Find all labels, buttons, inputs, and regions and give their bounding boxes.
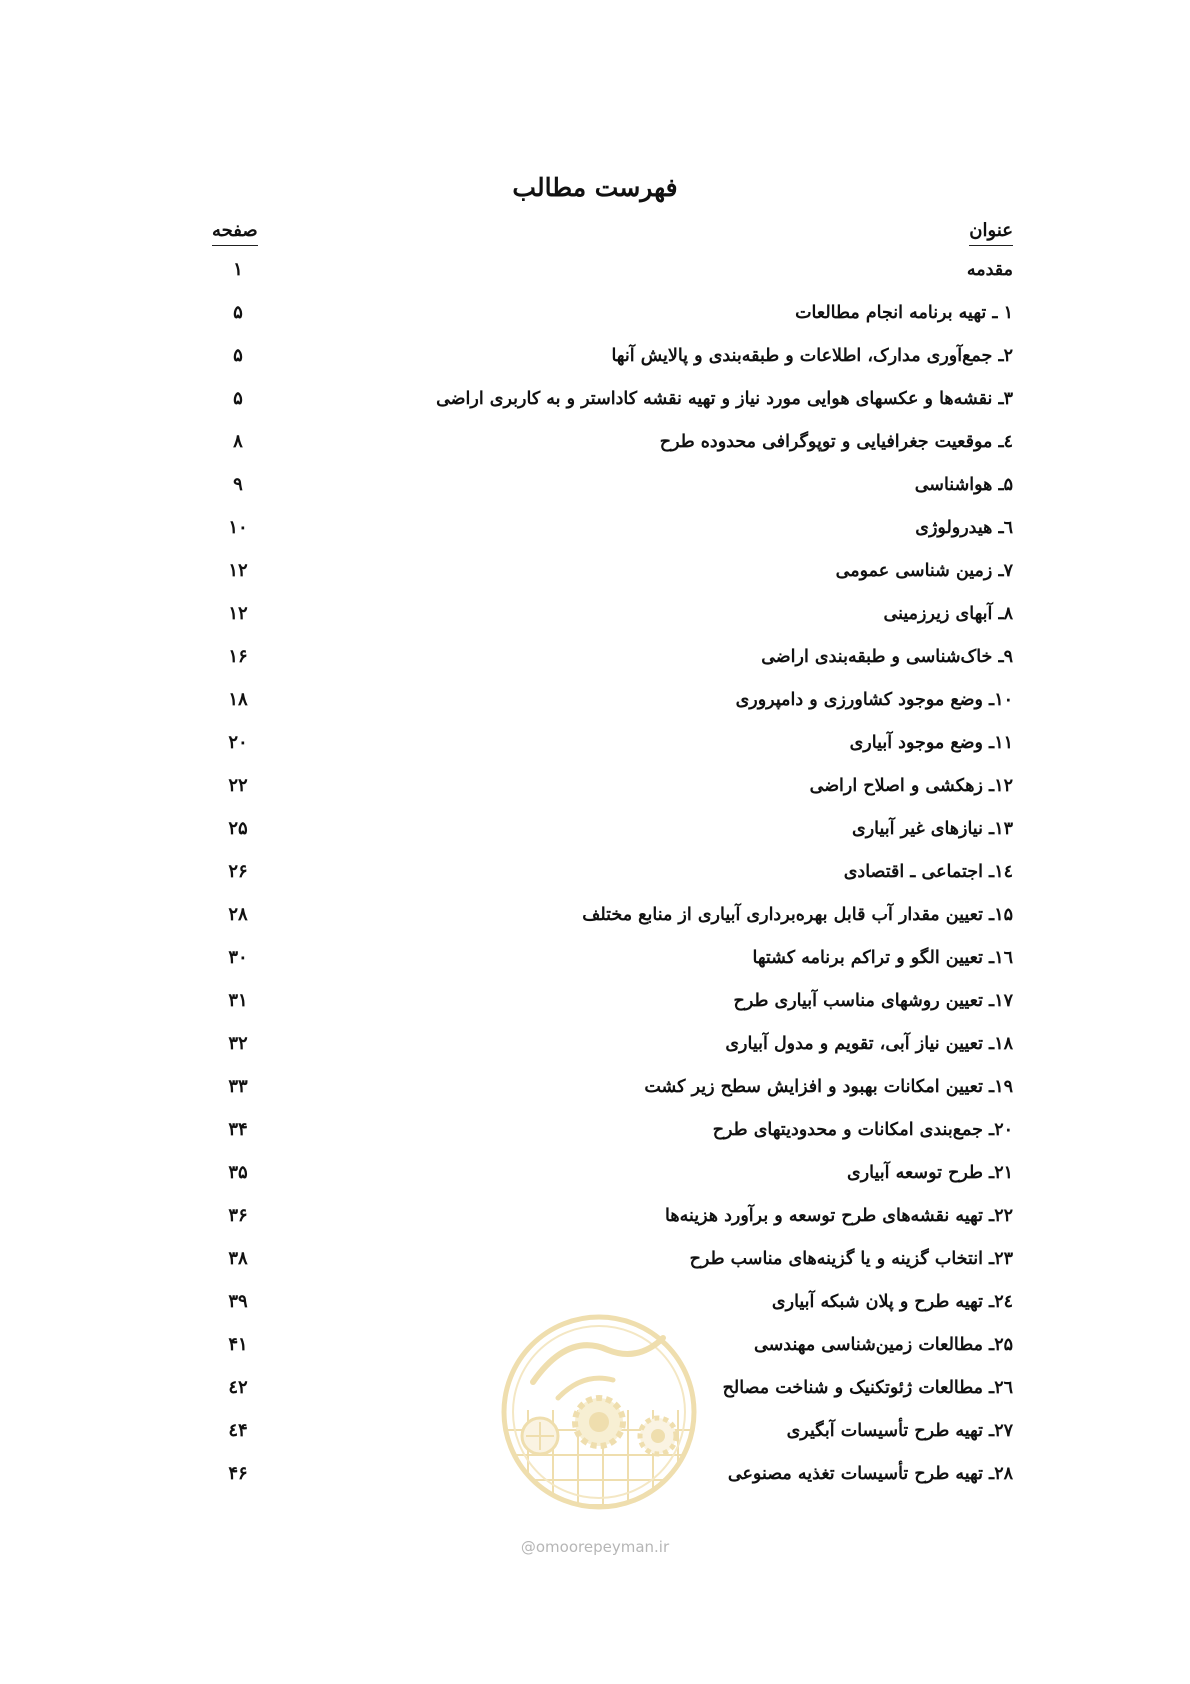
toc-row [0, 1244, 1190, 1287]
toc-entry-title: ۳ـ نقشه‌ها و عکسهای هوایی مورد نیاز و تهیه نقشه کاداستر و به کاربری اراضی [436, 389, 1013, 409]
toc-entry-title: ۱۱ـ وضع موجود آبیاری [849, 733, 1013, 753]
toc-row [0, 599, 1190, 642]
toc-entry-page: ۲۵ [228, 818, 248, 839]
toc-entry-page: ۳۴ [228, 1119, 248, 1140]
toc-entry-title: ٤ـ موقعیت جغرافیایی و توپوگرافی محدوده طرح [659, 432, 1013, 452]
toc-entry-page: ۵ [233, 388, 243, 409]
toc-entry-title: ۲٤ـ تهیه طرح و پلان شبکه آبیاری [771, 1292, 1013, 1312]
toc-entry-title: ۱۳ـ نیازهای غیر آبیاری [852, 819, 1013, 839]
toc-entry-page: ٤۲ [228, 1377, 248, 1398]
toc-entry-page: ۳۳ [228, 1076, 248, 1097]
toc-entry-page: ۱ [233, 259, 243, 280]
toc-entry-title: ۹ـ خاک‌شناسی و طبقه‌بندی اراضی [761, 647, 1013, 667]
toc-entry-title: ۵ـ هواشناسی [914, 475, 1013, 495]
omoorepeyman-logo-icon [488, 1310, 710, 1515]
toc-entry-page: ۱۲ [228, 603, 248, 624]
toc-row [0, 857, 1190, 900]
toc-row [0, 1072, 1190, 1115]
toc-entry-title: ۲٦ـ مطالعات ژئوتکنیک و شناخت مصالح [722, 1378, 1013, 1398]
toc-entry-page: ۵ [233, 302, 243, 323]
toc-entry-page: ۲۸ [228, 904, 248, 925]
toc-entry-page: ۹ [233, 474, 243, 495]
toc-row [0, 685, 1190, 728]
toc-row [0, 728, 1190, 771]
toc-entry-page: ۱۶ [228, 646, 248, 667]
toc-entry-title: ۱٤ـ اجتماعی ـ اقتصادی [843, 862, 1013, 882]
toc-entry-title: ۱۰ـ وضع موجود کشاورزی و دامپروری [735, 690, 1013, 710]
toc-entry-page: ۳۲ [228, 1033, 248, 1054]
toc-entry-title: ۱٦ـ تعیین الگو و تراکم برنامه کشتها [752, 948, 1013, 968]
toc-entry-title: ۱ ـ تهیه برنامه انجام مطالعات [795, 303, 1013, 323]
toc-entry-title: ۱۹ـ تعیین امکانات بهبود و افزایش سطح زیر کشت [644, 1077, 1013, 1097]
toc-entry-page: ۱۲ [228, 560, 248, 581]
toc-entry-title: ۱۸ـ تعیین نیاز آبی، تقویم و مدول آبیاری [725, 1034, 1013, 1054]
toc-entry-title: ۲۱ـ طرح توسعه آبیاری [847, 1163, 1013, 1183]
toc-row [0, 1029, 1190, 1072]
page-column-header: صفحه [212, 218, 258, 246]
toc-entry-page: ۳۸ [228, 1248, 248, 1269]
toc-row [0, 986, 1190, 1029]
toc-row [0, 943, 1190, 986]
toc-entry-title: ۲۵ـ مطالعات زمین‌شناسی مهندسی [754, 1335, 1013, 1355]
toc-row [0, 556, 1190, 599]
toc-entry-page: ۴۶ [228, 1463, 248, 1484]
toc-entry-page: ۱۸ [228, 689, 248, 710]
toc-entry-page: ۳۹ [228, 1291, 248, 1312]
toc-entry-page: ۳۰ [228, 947, 248, 968]
toc-row [0, 1158, 1190, 1201]
toc-entry-title: ۲۳ـ انتخاب گزینه و یا گزینه‌های مناسب طرح [689, 1249, 1013, 1269]
toc-entry-title: ۱۷ـ تعیین روشهای مناسب آبیاری طرح [733, 991, 1013, 1011]
toc-entry-title: ۲۰ـ جمع‌بندی امکانات و محدودیتهای طرح [712, 1120, 1013, 1140]
toc-entry-title: ٦ـ هیدرولوژی [915, 518, 1013, 538]
toc-row [0, 642, 1190, 685]
toc-entry-title: ۱۵ـ تعیین مقدار آب قابل بهره‌برداری آبیاری از منابع مختلف [582, 905, 1013, 925]
toc-entry-page: ۸ [233, 431, 243, 452]
watermark-url: @omoorepeyman.ir [520, 1538, 670, 1556]
toc-entry-title: ۱۲ـ زهکشی و اصلاح اراضی [809, 776, 1013, 796]
toc-entry-title: ۲۲ـ تهیه نقشه‌های طرح توسعه و برآورد هزینه‌ها [665, 1206, 1013, 1226]
page-title: فهرست مطالب [512, 173, 678, 202]
toc-row [0, 900, 1190, 943]
toc-entry-title: ۷ـ زمین شناسی عمومی [835, 561, 1013, 581]
toc-row [0, 470, 1190, 513]
toc-entry-page: ۳۶ [228, 1205, 248, 1226]
toc-entry-page: ۲۶ [228, 861, 248, 882]
toc-row [0, 427, 1190, 470]
toc-entry-title: ۲ـ جمع‌آوری مدارک، اطلاعات و طبقه‌بندی و پالایش آنها [611, 346, 1013, 366]
toc-entry-page: ۳۵ [228, 1162, 248, 1183]
toc-row [0, 298, 1190, 341]
title-column-header: عنوان [969, 218, 1013, 246]
toc-row [0, 255, 1190, 298]
toc-entry-title: مقدمه [966, 260, 1013, 280]
toc-entry-page: ۲۲ [228, 775, 248, 796]
toc-entry-title: ۲۸ـ تهیه طرح تأسیسات تغذیه مصنوعی [727, 1464, 1013, 1484]
toc-entry-page: ۱۰ [228, 517, 248, 538]
toc-row [0, 384, 1190, 427]
toc-row [0, 814, 1190, 857]
toc-entry-page: ۴۱ [228, 1334, 248, 1355]
toc-entry-page: ٤۴ [228, 1420, 248, 1441]
toc-entry-page: ۲۰ [228, 732, 248, 753]
toc-row [0, 341, 1190, 384]
toc-row [0, 1201, 1190, 1244]
toc-entry-title: ۸ـ آبهای زیرزمینی [883, 604, 1013, 624]
toc-row [0, 1115, 1190, 1158]
toc-row [0, 513, 1190, 556]
toc-entry-title: ۲۷ـ تهیه طرح تأسیسات آبگیری [786, 1421, 1013, 1441]
toc-entry-page: ۵ [233, 345, 243, 366]
toc-entry-page: ۳۱ [228, 990, 248, 1011]
toc-row [0, 771, 1190, 814]
